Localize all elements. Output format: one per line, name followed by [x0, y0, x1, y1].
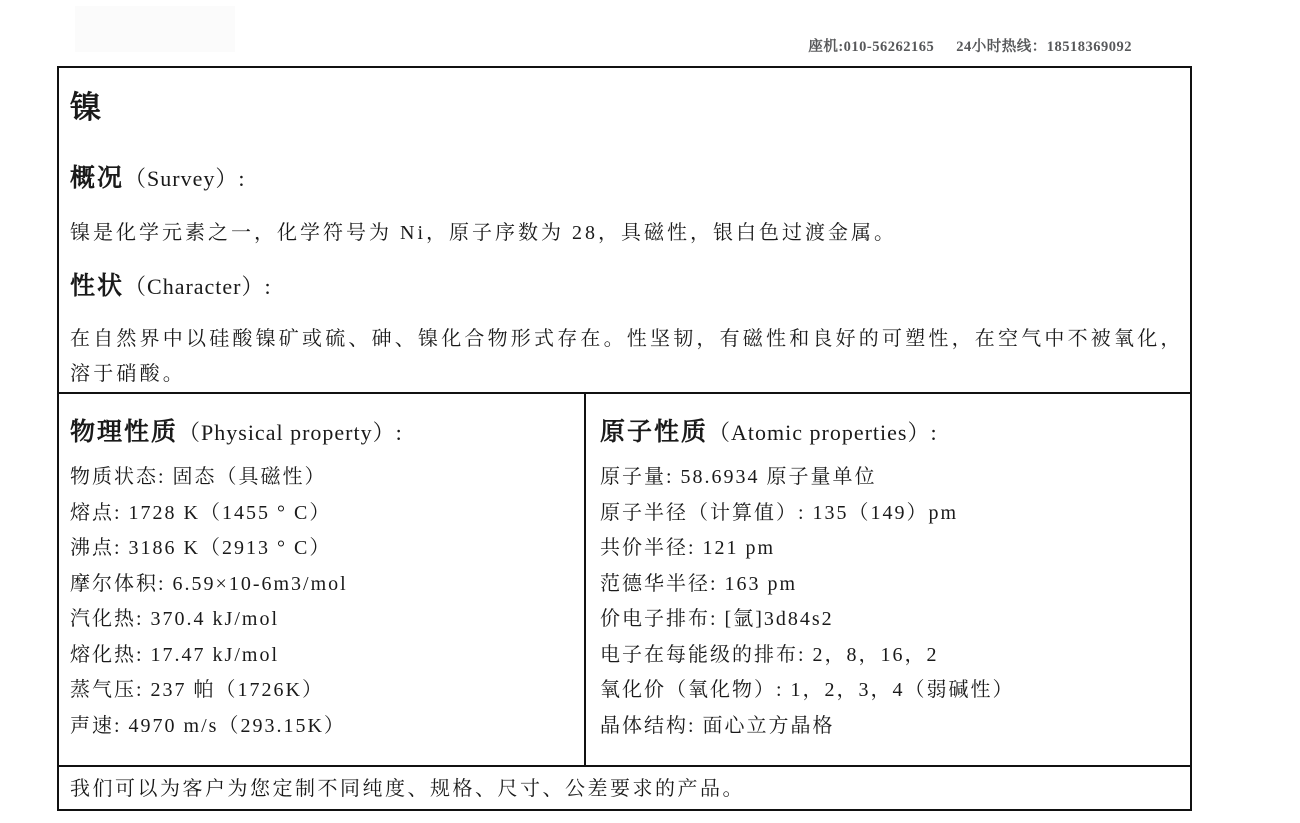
physical-heading-en: （Physical property）:: [178, 420, 403, 445]
character-heading-cn: 性状: [70, 272, 125, 300]
property-row: 范德华半径: 163 pm: [600, 572, 798, 595]
content-box: [57, 66, 1192, 811]
character-paragraph: 在自然界中以硅酸镍矿或硫、砷、镍化合物形式存在。性坚韧，有磁性和良好的可塑性，在空气中不被氧化，溶于硝酸。: [70, 328, 1184, 385]
contact-header: [808, 35, 1132, 56]
property-row: 声速: 4970 m/s（293.15K）: [70, 714, 346, 737]
property-row: 晶体结构: 面心立方晶格: [600, 714, 835, 737]
atomic-heading-cn: 原子性质: [600, 418, 709, 446]
column-divider: [584, 392, 586, 767]
survey-heading-en: （Survey）:: [124, 166, 246, 191]
property-row: 汽化热: 370.4 kJ/mol: [70, 608, 280, 630]
physical-property-list: [70, 460, 575, 744]
atomic-section-heading: [600, 412, 938, 448]
character-section-heading: [70, 266, 272, 302]
customization-note: 我们可以为客户为您定制不同纯度、规格、尺寸、公差要求的产品。: [70, 778, 745, 800]
property-row: 熔点: 1728 K（1455 ° C）: [70, 501, 332, 524]
logo-image: [75, 6, 235, 52]
property-row: 原子量: 58.6934 原子量单位: [600, 466, 877, 488]
physical-heading-cn: 物理性质: [70, 418, 179, 446]
physical-section-heading: [70, 412, 403, 448]
property-row: 摩尔体积: 6.59×10-6m3/mol: [70, 572, 348, 595]
property-row: 沸点: 3186 K（2913 ° C）: [70, 537, 332, 559]
horizontal-divider-bottom: [59, 765, 1190, 767]
survey-section-heading: [70, 158, 245, 194]
property-row: 蒸气压: 237 帕（1726K）: [70, 679, 324, 701]
property-row: 价电子排布: [氩]3d84s2: [600, 608, 834, 630]
survey-heading-cn: 概况: [70, 164, 125, 192]
atomic-heading-en: （Atomic properties）:: [708, 420, 938, 445]
property-row: 电子在每能级的排布: 2，8，16，2: [600, 643, 939, 666]
property-row: 熔化热: 17.47 kJ/mol: [70, 643, 280, 666]
property-row: 共价半径: 121 pm: [600, 537, 776, 559]
character-heading-en: （Character）:: [124, 274, 272, 299]
phone-number: 座机:010-56262165: [808, 39, 935, 55]
atomic-property-list: [600, 460, 1185, 744]
survey-paragraph: 镍是化学元素之一，化学符号为 Ni，原子序数为 28，具磁性，银白色过渡金属。: [70, 222, 897, 244]
property-row: 原子半径（计算值）: 135（149）pm: [600, 501, 959, 524]
page-title: 镍: [70, 90, 103, 125]
property-row: 物质状态: 固态（具磁性）: [70, 466, 327, 488]
property-row: 氧化价（氧化物）: 1，2，3，4（弱碱性）: [600, 679, 1015, 701]
hotline-number: 24小时热线：18518369092: [956, 39, 1132, 55]
horizontal-divider-top: [59, 392, 1190, 394]
